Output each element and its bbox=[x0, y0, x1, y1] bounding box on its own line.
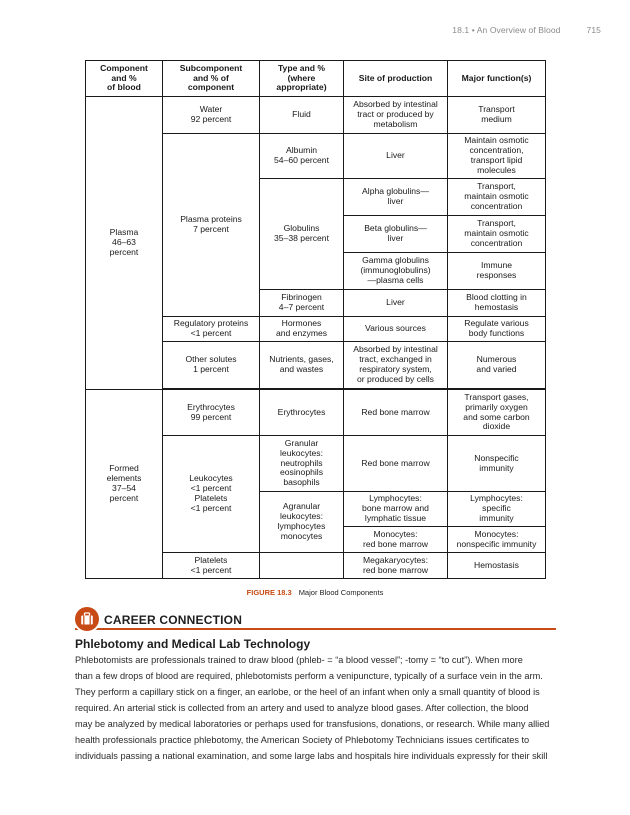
header-function: Major function(s) bbox=[448, 61, 546, 97]
header-type: Type and % (where appropriate) bbox=[260, 61, 344, 97]
blood-components-table bbox=[85, 60, 546, 579]
cell-regulatory-site: Various sources bbox=[344, 317, 448, 342]
cell-hormones: Hormones and enzymes bbox=[260, 317, 344, 342]
body-line: may be analyzed by medical laboratories or perhaps used for transfusions, donations, or research. While many allied bbox=[75, 719, 550, 729]
cell-water-function: Transport medium bbox=[448, 97, 546, 134]
cell-erythrocytes-site: Red bone marrow bbox=[344, 390, 448, 436]
cell-fibrinogen-site: Liver bbox=[344, 290, 448, 317]
cell-albumin-function: Maintain osmotic concentration, transport lipid molecules bbox=[448, 134, 546, 179]
cell-other-site: Absorbed by intestinal tract, exchanged in respiratory system, or produced by cells bbox=[344, 342, 448, 389]
cell-albumin-site: Liver bbox=[344, 134, 448, 179]
header-subcomponent: Subcomponent and % of component bbox=[163, 61, 260, 97]
cell-beta-site: Beta globulins— liver bbox=[344, 216, 448, 253]
body-line: health professionals practice phlebotomy, the American Society of Phlebotomy Technicians issues certificates to bbox=[75, 735, 530, 745]
cell-erythrocytes-type: Erythrocytes bbox=[260, 390, 344, 436]
cell-monocytes-function: Monocytes: nonspecific immunity bbox=[448, 527, 546, 553]
briefcase-icon bbox=[75, 607, 99, 631]
cell-water: Water 92 percent bbox=[163, 97, 260, 134]
cell-granular: Granular leukocytes: neutrophils eosinophils basophils bbox=[260, 436, 344, 492]
cell-platelets-site: Megakaryocytes: red bone marrow bbox=[344, 553, 448, 579]
body-line: individuals passing a national examination, and some large labs and hospitals hire individuals expressly for their skill bbox=[75, 751, 548, 761]
cell-fluid: Fluid bbox=[260, 97, 344, 134]
cell-gamma-function: Immune responses bbox=[448, 253, 546, 290]
cell-gamma-site: Gamma globulins (immunoglobulins) —plasma cells bbox=[344, 253, 448, 290]
cell-globulins: Globulins 35–38 percent bbox=[260, 179, 344, 290]
cell-fibrinogen: Fibrinogen 4–7 percent bbox=[260, 290, 344, 317]
cell-erythrocytes-function: Transport gases, primarily oxygen and some carbon dioxide bbox=[448, 390, 546, 436]
body-line: than a few drops of blood are required, phlebotomists perform a venipuncture, typically of a surface vein in the arm. bbox=[75, 671, 543, 681]
cell-leukocytes-platelets: Leukocytes <1 percent Platelets <1 percent bbox=[163, 436, 260, 553]
section-heading: Phlebotomy and Medical Lab Technology bbox=[75, 637, 311, 651]
cell-lymphocytes-site: Lymphocytes: bone marrow and lymphatic tissue bbox=[344, 492, 448, 527]
cell-other-function: Numerous and varied bbox=[448, 342, 546, 389]
cell-platelets-type bbox=[260, 553, 344, 579]
running-head bbox=[452, 25, 601, 35]
section-title: 18.1 • An Overview of Blood bbox=[452, 25, 561, 35]
page-number: 715 bbox=[586, 25, 601, 35]
cell-alpha-function: Transport, maintain osmotic concentration bbox=[448, 179, 546, 216]
cell-other-solutes: Other solutes 1 percent bbox=[163, 342, 260, 389]
cell-agranular: Agranular leukocytes: lymphocytes monocytes bbox=[260, 492, 344, 553]
cell-nutrients: Nutrients, gases, and wastes bbox=[260, 342, 344, 389]
cell-plasma-proteins: Plasma proteins 7 percent bbox=[163, 134, 260, 317]
body-line: Phlebotomists are professionals trained to draw blood (phleb- = “a blood vessel”; -tomy = “to cut”). When more bbox=[75, 655, 523, 665]
figure-caption bbox=[0, 588, 630, 597]
cell-plasma: Plasma 46–63 percent bbox=[86, 97, 163, 390]
cell-monocytes-site: Monocytes: red bone marrow bbox=[344, 527, 448, 553]
cell-regulatory-function: Regulate various body functions bbox=[448, 317, 546, 342]
cell-erythrocytes-sub: Erythrocytes 99 percent bbox=[163, 390, 260, 436]
header-component: Component and % of blood bbox=[86, 61, 163, 97]
cell-water-site: Absorbed by intestinal tract or produced by metabolism bbox=[344, 97, 448, 134]
header-site: Site of production bbox=[344, 61, 448, 97]
body-line: required. An arterial stick is collected from an artery and used to analyze blood gases. After collection, the blood bbox=[75, 703, 529, 713]
cell-fibrinogen-function: Blood clotting in hemostasis bbox=[448, 290, 546, 317]
cell-granular-site: Red bone marrow bbox=[344, 436, 448, 492]
figure-title: Major Blood Components bbox=[298, 588, 384, 597]
cell-albumin: Albumin 54–60 percent bbox=[260, 134, 344, 179]
career-divider bbox=[75, 628, 556, 630]
figure-label: FIGURE 18.3 bbox=[246, 588, 292, 597]
cell-regulatory: Regulatory proteins <1 percent bbox=[163, 317, 260, 342]
cell-alpha-site: Alpha globulins— liver bbox=[344, 179, 448, 216]
cell-beta-function: Transport, maintain osmotic concentration bbox=[448, 216, 546, 253]
cell-platelets-function: Hemostasis bbox=[448, 553, 546, 579]
table-row bbox=[86, 97, 546, 134]
cell-granular-function: Nonspecific immunity bbox=[448, 436, 546, 492]
body-line: They perform a capillary stick on a finger, an earlobe, or the heel of an infant when only a small quantity of blood is bbox=[75, 687, 540, 697]
table-header-row bbox=[86, 61, 546, 97]
body-paragraph bbox=[75, 652, 559, 764]
career-connection-label: CAREER CONNECTION bbox=[104, 613, 243, 627]
table-row bbox=[86, 390, 546, 436]
cell-lymphocytes-function: Lymphocytes: specific immunity bbox=[448, 492, 546, 527]
cell-formed-elements: Formed elements 37–54 percent bbox=[86, 390, 163, 579]
cell-platelets-sub: Platelets <1 percent bbox=[163, 553, 260, 579]
